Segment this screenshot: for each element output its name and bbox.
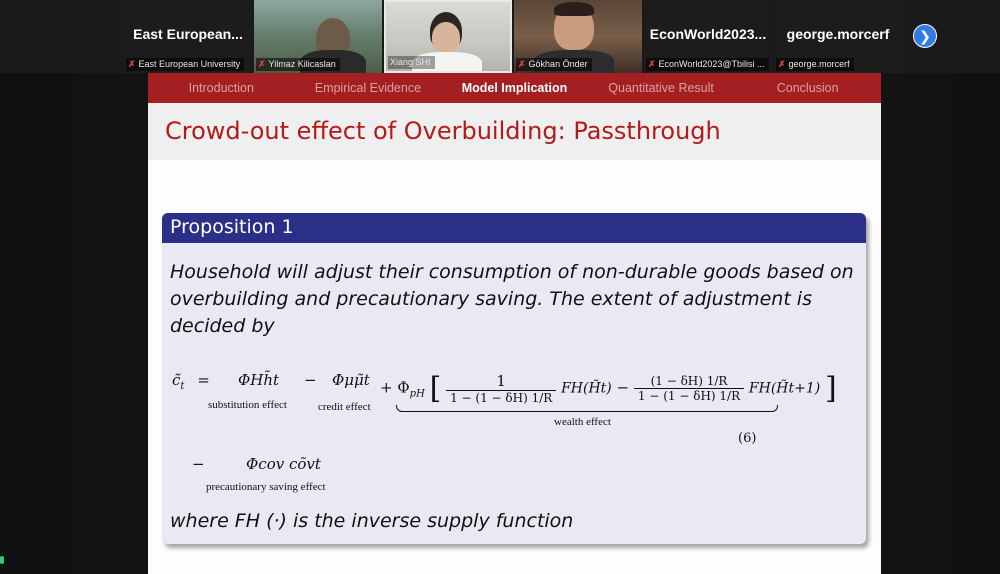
next-participants-button[interactable] (913, 24, 937, 48)
precautionary-saving-effect-label: precautionary saving effect (206, 481, 326, 493)
wealth-underbrace (396, 405, 778, 412)
fraction-1-numerator: 1 (446, 372, 556, 391)
equation-phi-sub: pH (409, 388, 425, 400)
participant-caption (388, 56, 435, 69)
fraction-1-denominator: 1 − (1 − δH) 1/R (450, 391, 553, 405)
mic-muted-icon: ✗ (258, 59, 266, 69)
fraction-2-numerator: (1 − δH) 1/R (634, 374, 744, 389)
participant-name: EconWorld2023@Tbilisi ... (658, 59, 765, 69)
screen-margin-right (881, 73, 955, 574)
participant-caption (776, 58, 854, 71)
bracket-close: ] (825, 371, 837, 406)
participant-video-face (432, 22, 460, 52)
fraction-1 (446, 372, 556, 405)
equation-minus: − (616, 378, 630, 397)
equation-equals: = (197, 371, 210, 389)
slide-title: Crowd-out effect of Overbuilding: Passthrough (165, 117, 721, 145)
participant-display-name: East European... (133, 26, 243, 42)
equation-minus: − (304, 371, 317, 389)
equation-phi: Φ (397, 378, 410, 397)
mic-muted-icon: ✗ (128, 59, 136, 69)
equation-lhs (172, 371, 210, 392)
equation-lhs-symbol: c̃ (172, 371, 181, 389)
mic-muted-icon: ✗ (518, 59, 526, 69)
substitution-effect-label: substitution effect (208, 399, 287, 411)
nav-item-conclusion[interactable]: Conclusion (776, 81, 839, 95)
wealth-effect-label: wealth effect (554, 416, 611, 428)
chevron-right-icon: ❯ (919, 29, 931, 45)
equation-term-precautionary: Φcov cõvt (246, 455, 321, 473)
slide-nav-bar (148, 73, 881, 103)
equation-minus: − (192, 455, 205, 473)
proposition-title: Proposition 1 (170, 216, 294, 238)
participant-name: Yilmaz Kilicaslan (268, 59, 336, 69)
participant-caption (646, 58, 769, 71)
participant-caption (256, 58, 340, 71)
nav-item-empirical-evidence[interactable]: Empirical Evidence (314, 81, 422, 95)
fh-term-1: FH(H̃t) (561, 380, 612, 397)
bracket-open: [ (429, 371, 442, 406)
mic-muted-icon: ✗ (778, 59, 786, 69)
nav-item-model-implication[interactable]: Model Implication (461, 81, 568, 95)
participant-video-tile[interactable] (514, 0, 642, 73)
participant-strip (0, 0, 1000, 73)
participant-tile[interactable] (774, 0, 902, 73)
participant-tile[interactable] (644, 0, 772, 73)
proposition-block (162, 213, 866, 544)
participant-video-hair (554, 2, 594, 16)
slide-title-bar (148, 103, 881, 160)
fh-term-2: FH(H̃t+1) (748, 380, 821, 397)
participant-video-tile[interactable] (254, 0, 382, 73)
participant-name: Xiang SHI (390, 57, 431, 67)
participant-tile[interactable] (124, 0, 252, 73)
inverse-supply-note: where FH (·) is the inverse supply function (170, 510, 574, 532)
participant-video-tile-active[interactable] (384, 0, 512, 73)
presentation-slide (148, 73, 881, 574)
participant-caption (516, 58, 592, 71)
proposition-header (162, 213, 866, 243)
shared-screen (0, 73, 1000, 574)
credit-effect-label: credit effect (318, 401, 371, 413)
equation-lhs-sub: t (180, 381, 185, 392)
proposition-text: Household will adjust their consumption of non-durable goods based on overbuilding and precautionary saving. The extent of adjustment is decided by (170, 261, 854, 337)
nav-item-quantitative-result[interactable]: Quantitative Result (608, 81, 714, 95)
screen-margin-left (75, 73, 148, 574)
participant-name: East European University (138, 59, 241, 69)
fraction-2 (634, 374, 744, 403)
participant-display-name: EconWorld2023... (649, 26, 767, 42)
equation-number: (6) (738, 431, 757, 446)
participant-name: george.morcerf (788, 59, 850, 69)
equation-plus: + (380, 378, 393, 397)
participant-caption (126, 58, 244, 71)
equation-term-substitution: ΦHh̃t (238, 371, 280, 389)
fraction-2-denominator: 1 − (1 − δH) 1/R (637, 389, 741, 403)
mic-muted-icon: ✗ (648, 59, 656, 69)
equation-wealth-term (380, 371, 837, 406)
participant-name: Gökhan Önder (528, 59, 588, 69)
participant-display-name: george.morcerf (786, 26, 890, 42)
status-indicator (0, 556, 4, 564)
nav-item-introduction[interactable]: Introduction (188, 81, 254, 95)
equation-term-credit: Φμμ̃t (332, 371, 370, 389)
